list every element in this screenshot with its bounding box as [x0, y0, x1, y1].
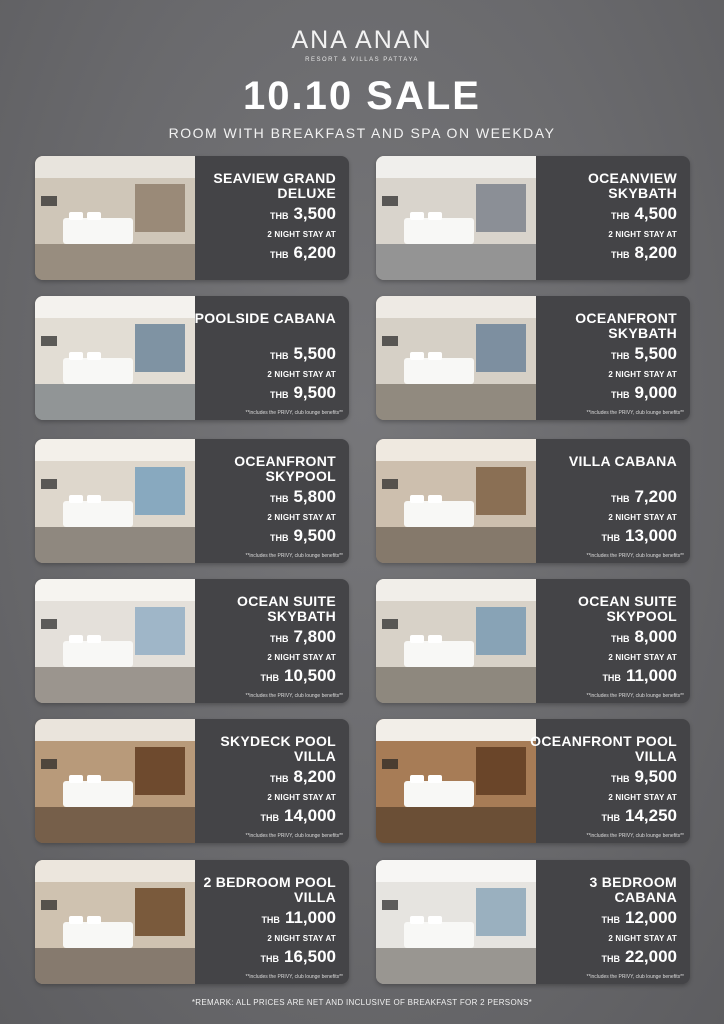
two-night-price — [186, 526, 336, 546]
room-name: OCEANFRONT POOL VILLA — [530, 733, 677, 764]
room-info — [195, 439, 349, 563]
room-name: 2 BEDROOM POOL VILLA — [203, 874, 336, 905]
currency-label: THB — [610, 211, 630, 221]
price-amount: 7,800 — [293, 627, 336, 646]
currency-label: THB — [602, 673, 621, 683]
room-card[interactable] — [35, 719, 349, 843]
currency-label: THB — [610, 774, 630, 784]
room-name: OCEANFRONT SKYPOOL — [234, 453, 336, 484]
currency-label: THB — [269, 774, 289, 784]
room-price — [186, 487, 336, 507]
two-night-price — [527, 806, 677, 826]
room-info — [536, 296, 690, 420]
two-night-price — [186, 383, 336, 403]
benefit-note: **includes the PRIVY, club lounge benefits** — [245, 410, 343, 416]
price-amount: 8,200 — [634, 243, 677, 262]
room-info — [195, 860, 349, 984]
price-amount: 4,500 — [634, 204, 677, 223]
two-night-label: 2 NIGHT STAY AT — [608, 793, 677, 802]
currency-label: THB — [260, 813, 279, 823]
room-card[interactable] — [35, 296, 349, 420]
benefit-note: **includes the PRIVY, club lounge benefits** — [245, 553, 343, 559]
room-info — [536, 860, 690, 984]
currency-label: THB — [261, 915, 280, 925]
room-photo — [35, 296, 195, 420]
benefit-note: **includes the PRIVY, club lounge benefits** — [586, 410, 684, 416]
price-amount: 8,000 — [634, 627, 677, 646]
two-night-price — [186, 666, 336, 686]
price-amount: 22,000 — [625, 947, 677, 966]
sale-subtitle: ROOM WITH BREAKFAST AND SPA ON WEEKDAY — [168, 125, 556, 141]
room-price — [186, 204, 336, 224]
remark-note: *REMARK: ALL PRICES ARE NET AND INCLUSIVE OF BREAKFAST FOR 2 PERSONS* — [191, 998, 533, 1007]
room-price — [527, 487, 677, 507]
currency-label: THB — [269, 390, 289, 400]
room-card[interactable] — [35, 439, 349, 563]
room-card[interactable] — [376, 439, 690, 563]
room-info — [195, 296, 349, 420]
benefit-note: **includes the PRIVY, club lounge benefits** — [245, 974, 343, 980]
two-night-price — [527, 383, 677, 403]
room-photo — [376, 860, 536, 984]
room-price — [186, 627, 336, 647]
two-night-label: 2 NIGHT STAY AT — [608, 513, 677, 522]
room-info — [536, 439, 690, 563]
currency-label: THB — [269, 211, 289, 221]
room-name: OCEANVIEW SKYBATH — [587, 170, 677, 201]
two-night-label: 2 NIGHT STAY AT — [608, 653, 677, 662]
room-price — [527, 908, 677, 928]
two-night-label: 2 NIGHT STAY AT — [608, 934, 677, 943]
price-amount: 7,200 — [634, 487, 677, 506]
price-amount: 9,500 — [293, 526, 336, 545]
room-name: VILLA CABANA — [568, 453, 677, 469]
two-night-label: 2 NIGHT STAY AT — [267, 793, 336, 802]
room-photo — [376, 719, 536, 843]
price-amount: 13,000 — [625, 526, 677, 545]
brand-tagline: RESORT & VILLAS PATTAYA — [305, 57, 419, 63]
price-amount: 9,500 — [634, 767, 677, 786]
room-info — [530, 719, 690, 843]
room-name: OCEAN SUITE SKYBATH — [237, 593, 336, 624]
room-card[interactable] — [376, 860, 690, 984]
two-night-price — [527, 243, 677, 263]
room-price — [527, 627, 677, 647]
price-amount: 6,200 — [293, 243, 336, 262]
currency-label: THB — [610, 390, 630, 400]
room-info — [195, 579, 349, 703]
benefit-note: **includes the PRIVY, club lounge benefits** — [245, 833, 343, 839]
currency-label: THB — [260, 954, 279, 964]
room-price — [186, 767, 336, 787]
room-price — [527, 344, 677, 364]
room-price — [527, 767, 677, 787]
room-name: 3 BEDROOM CABANA — [589, 874, 677, 905]
room-price — [527, 204, 677, 224]
two-night-label: 2 NIGHT STAY AT — [267, 370, 336, 379]
price-amount: 3,500 — [293, 204, 336, 223]
room-name: OCEAN SUITE SKYPOOL — [578, 593, 677, 624]
two-night-label: 2 NIGHT STAY AT — [608, 230, 677, 239]
two-night-price — [527, 526, 677, 546]
room-photo — [376, 439, 536, 563]
room-info — [536, 156, 690, 280]
room-info — [536, 579, 690, 703]
room-photo — [376, 296, 536, 420]
brand-logo: ANA ANAN — [291, 26, 433, 54]
room-photo — [35, 439, 195, 563]
price-amount: 9,500 — [293, 383, 336, 402]
room-card[interactable] — [376, 579, 690, 703]
currency-label: THB — [269, 351, 289, 361]
room-price — [186, 908, 336, 928]
currency-label: THB — [610, 351, 630, 361]
price-amount: 12,000 — [625, 908, 677, 927]
price-amount: 11,000 — [625, 666, 677, 685]
currency-label: THB — [601, 954, 620, 964]
room-card[interactable] — [35, 156, 349, 280]
room-card[interactable] — [376, 156, 690, 280]
room-name: SEAVIEW GRAND DELUXE — [213, 170, 336, 201]
currency-label: THB — [610, 250, 630, 260]
currency-label: THB — [601, 813, 620, 823]
price-amount: 9,000 — [634, 383, 677, 402]
benefit-note: **includes the PRIVY, club lounge benefits** — [586, 693, 684, 699]
two-night-label: 2 NIGHT STAY AT — [267, 230, 336, 239]
sale-title: 10.10 SALE — [243, 74, 481, 118]
currency-label: THB — [269, 494, 289, 504]
room-info — [195, 156, 349, 280]
benefit-note: **includes the PRIVY, club lounge benefits** — [586, 833, 684, 839]
room-photo — [376, 579, 536, 703]
room-photo — [376, 156, 536, 280]
two-night-label: 2 NIGHT STAY AT — [267, 934, 336, 943]
benefit-note: **includes the PRIVY, club lounge benefits** — [586, 974, 684, 980]
room-name: SKYDECK POOL VILLA — [220, 733, 336, 764]
currency-label: THB — [610, 634, 630, 644]
currency-label: THB — [610, 494, 630, 504]
room-card[interactable] — [35, 579, 349, 703]
price-amount: 5,500 — [293, 344, 336, 363]
price-amount: 14,000 — [284, 806, 336, 825]
two-night-label: 2 NIGHT STAY AT — [267, 653, 336, 662]
price-amount: 11,000 — [284, 908, 336, 927]
room-photo — [35, 156, 195, 280]
price-amount: 10,500 — [284, 666, 336, 685]
currency-label: THB — [269, 250, 289, 260]
two-night-price — [527, 666, 677, 686]
price-amount: 16,500 — [284, 947, 336, 966]
currency-label: THB — [260, 673, 279, 683]
room-photo — [35, 719, 195, 843]
room-name: OCEANFRONT SKYBATH — [575, 310, 677, 341]
price-amount: 5,500 — [634, 344, 677, 363]
two-night-price — [186, 806, 336, 826]
room-photo — [35, 860, 195, 984]
currency-label: THB — [601, 915, 620, 925]
two-night-price — [186, 947, 336, 967]
price-amount: 8,200 — [293, 767, 336, 786]
currency-label: THB — [269, 634, 289, 644]
two-night-price — [186, 243, 336, 263]
room-price — [186, 344, 336, 364]
benefit-note: **includes the PRIVY, club lounge benefits** — [586, 553, 684, 559]
room-info — [195, 719, 349, 843]
room-card[interactable] — [376, 296, 690, 420]
two-night-price — [527, 947, 677, 967]
room-card[interactable] — [35, 860, 349, 984]
price-amount: 14,250 — [625, 806, 677, 825]
two-night-label: 2 NIGHT STAY AT — [267, 513, 336, 522]
currency-label: THB — [269, 533, 289, 543]
room-name: POOLSIDE CABANA — [194, 310, 336, 326]
two-night-label: 2 NIGHT STAY AT — [608, 370, 677, 379]
room-photo — [35, 579, 195, 703]
room-card[interactable] — [376, 719, 690, 843]
currency-label: THB — [601, 533, 620, 543]
benefit-note: **includes the PRIVY, club lounge benefits** — [245, 693, 343, 699]
price-amount: 5,800 — [293, 487, 336, 506]
